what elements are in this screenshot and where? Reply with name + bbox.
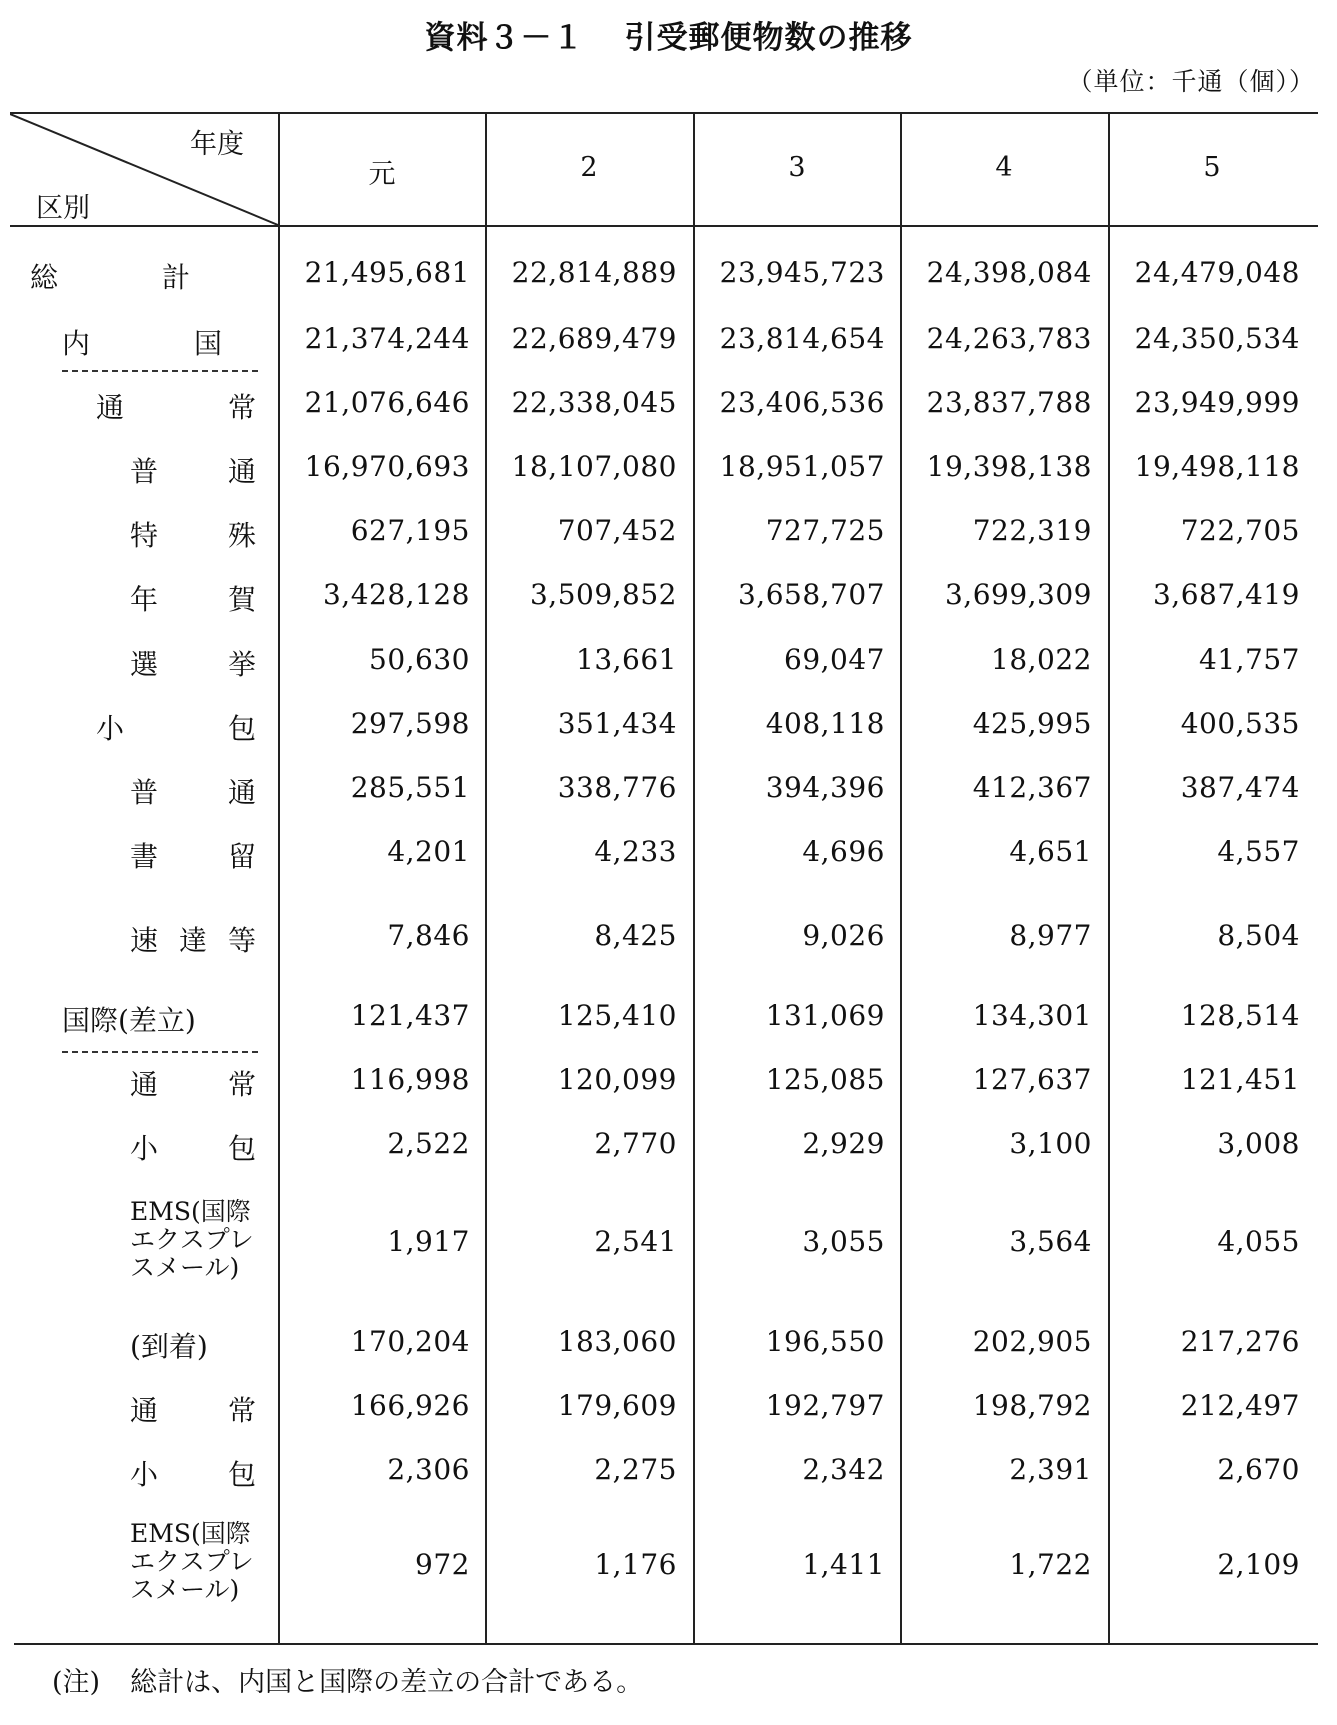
table-cell: 2,391 bbox=[1009, 1453, 1092, 1486]
table-cell: 297,598 bbox=[350, 707, 470, 740]
table-cell: 4,233 bbox=[594, 835, 677, 868]
table-cell: 21,374,244 bbox=[304, 322, 470, 355]
row-label: 小 包 bbox=[130, 1458, 256, 1491]
section-underline bbox=[62, 1051, 258, 1053]
table-cell: 394,396 bbox=[765, 771, 885, 804]
table-cell: 425,995 bbox=[972, 707, 1092, 740]
table-cell: 2,541 bbox=[594, 1225, 677, 1258]
table-cell: 170,204 bbox=[350, 1325, 470, 1358]
row-label: 総 計 bbox=[30, 261, 190, 294]
table-cell: 9,026 bbox=[802, 919, 885, 952]
table-cell: 50,630 bbox=[369, 643, 470, 676]
table-cell: 41,757 bbox=[1199, 643, 1300, 676]
row-label: 普 通 bbox=[130, 776, 256, 809]
header-bottom-rule bbox=[10, 225, 1318, 227]
row-label: 小 包 bbox=[96, 712, 256, 745]
column-header: 5 bbox=[1203, 152, 1221, 183]
table-cell: 127,637 bbox=[972, 1063, 1092, 1096]
header-category-label: 区別 bbox=[36, 193, 90, 224]
column-header: 3 bbox=[788, 152, 806, 183]
table-cell: 22,338,045 bbox=[511, 386, 677, 419]
table-cell: 8,977 bbox=[1009, 919, 1092, 952]
table-cell: 121,451 bbox=[1180, 1063, 1300, 1096]
table-cell: 8,425 bbox=[594, 919, 677, 952]
table-cell: 18,022 bbox=[991, 643, 1092, 676]
table-cell: 134,301 bbox=[972, 999, 1092, 1032]
table-cell: 2,109 bbox=[1217, 1548, 1300, 1581]
table-cell: 202,905 bbox=[972, 1325, 1092, 1358]
footnote bbox=[52, 1660, 643, 1699]
table-cell: 727,725 bbox=[765, 514, 885, 547]
table-cell: 1,411 bbox=[802, 1548, 885, 1581]
row-label: 通 常 bbox=[96, 391, 256, 424]
row-label: 通 常 bbox=[130, 1068, 256, 1101]
table-cell: 13,661 bbox=[576, 643, 677, 676]
table-cell: 3,658,707 bbox=[737, 578, 885, 611]
table-cell: 3,699,309 bbox=[944, 578, 1092, 611]
table-cell: 23,837,788 bbox=[926, 386, 1092, 419]
table-cell: 1,176 bbox=[594, 1548, 677, 1581]
table-cell: 21,076,646 bbox=[304, 386, 470, 419]
table-cell: 2,342 bbox=[802, 1453, 885, 1486]
table-cell: 16,970,693 bbox=[304, 450, 470, 483]
table-cell: 18,107,080 bbox=[511, 450, 677, 483]
row-label: 内 国 bbox=[62, 327, 222, 360]
table-cell: 351,434 bbox=[557, 707, 677, 740]
table-cell: 400,535 bbox=[1180, 707, 1300, 740]
table-cell: 2,929 bbox=[802, 1127, 885, 1160]
table-cell: 4,651 bbox=[1009, 835, 1092, 868]
table-cell: 722,319 bbox=[972, 514, 1092, 547]
table-cell: 24,398,084 bbox=[926, 256, 1092, 289]
row-label: 国際(差立) bbox=[62, 1004, 196, 1037]
row-label: 普 通 bbox=[130, 455, 256, 488]
table-cell: 23,949,999 bbox=[1134, 386, 1300, 419]
table-cell: 212,497 bbox=[1180, 1389, 1300, 1422]
row-label: 特 殊 bbox=[130, 519, 256, 552]
table-cell: 3,564 bbox=[1009, 1225, 1092, 1258]
row-label: 速 達 等 bbox=[130, 924, 256, 957]
column-header: 元 bbox=[368, 159, 396, 190]
header-year-label: 年度 bbox=[190, 129, 244, 160]
table-cell: 3,687,419 bbox=[1152, 578, 1300, 611]
table-cell: 4,557 bbox=[1217, 835, 1300, 868]
table-cell: 22,689,479 bbox=[511, 322, 677, 355]
table-cell: 69,047 bbox=[784, 643, 885, 676]
table-cell: 722,705 bbox=[1180, 514, 1300, 547]
table-cell: 18,951,057 bbox=[719, 450, 885, 483]
table-cell: 2,770 bbox=[594, 1127, 677, 1160]
table-cell: 3,055 bbox=[802, 1225, 885, 1258]
row-label: EMS(国際エクスプレスメール) bbox=[130, 1197, 254, 1282]
table-cell: 24,263,783 bbox=[926, 322, 1092, 355]
table-cell: 120,099 bbox=[557, 1063, 677, 1096]
table-cell: 2,275 bbox=[594, 1453, 677, 1486]
table-cell: 183,060 bbox=[557, 1325, 677, 1358]
table-cell: 408,118 bbox=[765, 707, 885, 740]
table-cell: 196,550 bbox=[765, 1325, 885, 1358]
table-cell: 3,008 bbox=[1217, 1127, 1300, 1160]
table-cell: 8,504 bbox=[1217, 919, 1300, 952]
footnote-text: 総計は、内国と国際の差立の合計である。 bbox=[130, 1667, 644, 1698]
table-cell: 21,495,681 bbox=[304, 256, 470, 289]
table-cell: 4,055 bbox=[1217, 1225, 1300, 1258]
table-cell: 7,846 bbox=[387, 919, 470, 952]
table-cell: 116,998 bbox=[350, 1063, 470, 1096]
table-cell: 179,609 bbox=[557, 1389, 677, 1422]
row-label: 書 留 bbox=[130, 840, 256, 873]
table-cell: 166,926 bbox=[350, 1389, 470, 1422]
table-cell: 387,474 bbox=[1180, 771, 1300, 804]
table-cell: 217,276 bbox=[1180, 1325, 1300, 1358]
column-header: 2 bbox=[580, 152, 598, 183]
unit-label: （単位：千通（個）） bbox=[1067, 67, 1315, 96]
table-cell: 1,722 bbox=[1009, 1548, 1092, 1581]
row-label: 選 挙 bbox=[130, 648, 256, 681]
table-cell: 125,085 bbox=[765, 1063, 885, 1096]
table-cell: 2,522 bbox=[387, 1127, 470, 1160]
table-cell: 24,479,048 bbox=[1134, 256, 1300, 289]
row-label: 年 賀 bbox=[130, 583, 256, 616]
table-cell: 707,452 bbox=[557, 514, 677, 547]
row-label: (到着) bbox=[130, 1330, 208, 1363]
table-cell: 285,551 bbox=[350, 771, 470, 804]
table-cell: 2,670 bbox=[1217, 1453, 1300, 1486]
table-cell: 19,398,138 bbox=[926, 450, 1092, 483]
table-cell: 192,797 bbox=[765, 1389, 885, 1422]
row-label: 通 常 bbox=[130, 1394, 256, 1427]
table-cell: 23,406,536 bbox=[719, 386, 885, 419]
table-cell: 627,195 bbox=[350, 514, 470, 547]
section-underline bbox=[62, 370, 258, 372]
table-cell: 128,514 bbox=[1180, 999, 1300, 1032]
table-cell: 1,917 bbox=[387, 1225, 470, 1258]
title-text: 引受郵便物数の推移 bbox=[624, 20, 913, 56]
table-cell: 2,306 bbox=[387, 1453, 470, 1486]
table-cell: 24,350,534 bbox=[1134, 322, 1300, 355]
column-header: 4 bbox=[995, 152, 1013, 183]
footnote-tag: (注) bbox=[52, 1667, 101, 1698]
row-label: EMS(国際エクスプレスメール) bbox=[130, 1519, 254, 1604]
table-cell: 121,437 bbox=[350, 999, 470, 1032]
row-label: 小 包 bbox=[130, 1132, 256, 1165]
table-cell: 125,410 bbox=[557, 999, 677, 1032]
table-cell: 3,428,128 bbox=[322, 578, 470, 611]
title-number: 資料３－１ bbox=[424, 20, 585, 56]
table-cell: 23,945,723 bbox=[719, 256, 885, 289]
table-cell: 972 bbox=[415, 1548, 470, 1581]
table-cell: 338,776 bbox=[557, 771, 677, 804]
table-cell: 131,069 bbox=[765, 999, 885, 1032]
table-cell: 4,201 bbox=[387, 835, 470, 868]
table-cell: 198,792 bbox=[972, 1389, 1092, 1422]
table-cell: 412,367 bbox=[972, 771, 1092, 804]
table-cell: 19,498,118 bbox=[1134, 450, 1300, 483]
table-cell: 22,814,889 bbox=[511, 256, 677, 289]
table-bottom-rule bbox=[14, 1643, 1318, 1645]
table-cell: 4,696 bbox=[802, 835, 885, 868]
table-cell: 23,814,654 bbox=[719, 322, 885, 355]
table-cell: 3,100 bbox=[1009, 1127, 1092, 1160]
table-cell: 3,509,852 bbox=[529, 578, 677, 611]
